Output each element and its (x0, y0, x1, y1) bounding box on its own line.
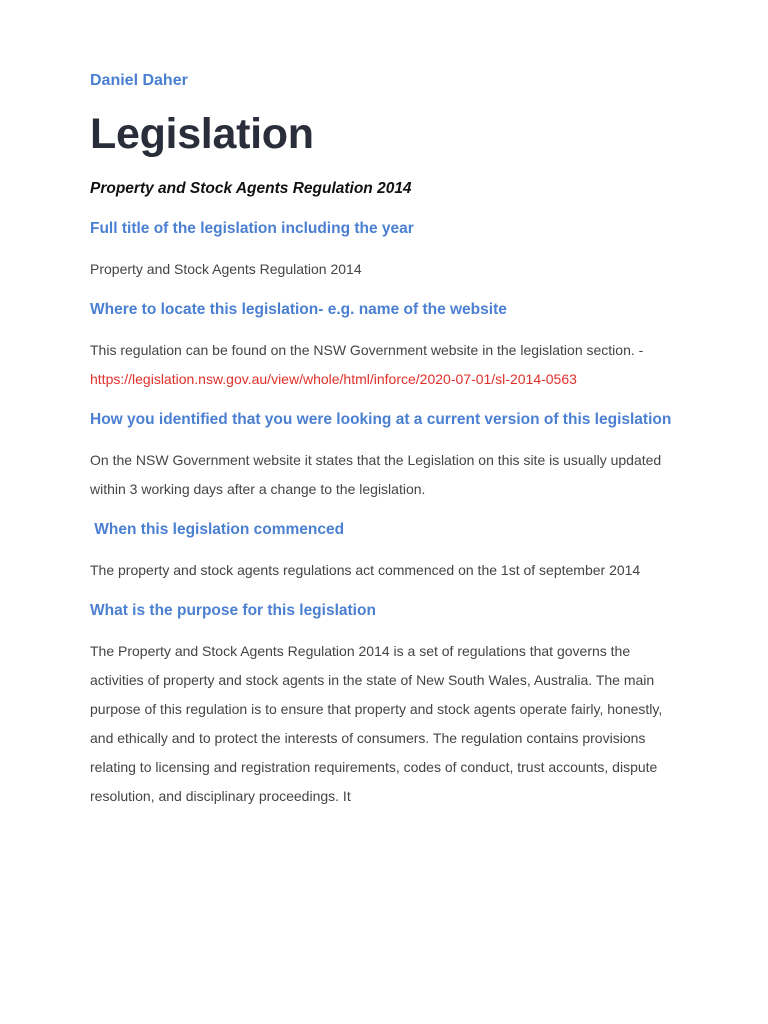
section-body-location: This regulation can be found on the NSW Government website in the legislation section. - (90, 342, 644, 358)
section-body-commenced: The property and stock agents regulations act commenced on the 1st of september 2014 (90, 562, 641, 578)
section-heading-current-version: How you identified that you were looking at a current version of this legislation (90, 411, 672, 428)
section-heading-location: Where to locate this legislation- e.g. name of the website (90, 301, 507, 318)
section-heading-full-title: Full title of the legislation including the year (90, 220, 414, 237)
author-name: Daniel Daher (90, 72, 188, 89)
page-title: Legislation (90, 110, 314, 158)
section-body-purpose: The Property and Stock Agents Regulation 2014 is a set of regulations that governs the activities of property and stock agents in the state of New South Wales, Australia. The main purpose of this regulation is to ensure that property and stock agents operate fairly, honestly, and ethically and to protect the interests of consumers. The regulation contains provisions relating to licensing and registration requirements, codes of conduct, trust accounts, dispute resolution, and disciplinary proceedings. It (90, 643, 663, 804)
section-body-location-wrapper (90, 336, 678, 394)
section-body-current-version: On the NSW Government website it states that the Legislation on this site is usually updated within 3 working days after a change to the legislation. (90, 452, 662, 497)
legislation-link[interactable]: https://legislation.nsw.gov.au/view/whole/html/inforce/2020-07-01/sl-2014-0563 (90, 371, 577, 387)
document-subtitle: Property and Stock Agents Regulation 2014 (90, 180, 412, 197)
section-body-full-title: Property and Stock Agents Regulation 2014 (90, 261, 362, 277)
section-heading-purpose: What is the purpose for this legislation (90, 602, 376, 619)
section-heading-commenced: When this legislation commenced (90, 521, 345, 538)
